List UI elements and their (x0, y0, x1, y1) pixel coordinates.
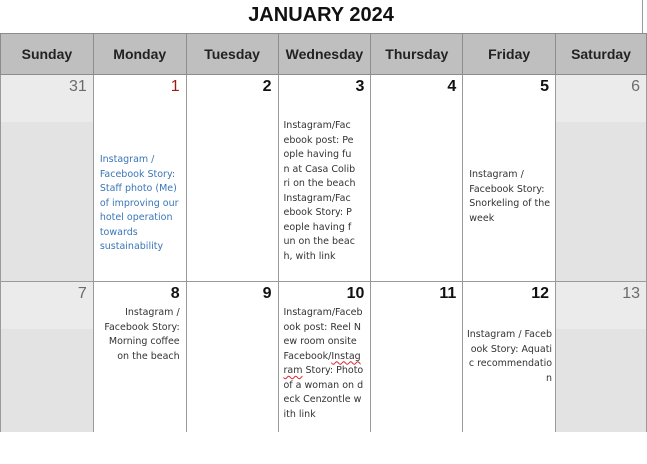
calendar-title: JANUARY 2024 (0, 0, 643, 33)
day-number: 31 (69, 78, 87, 95)
day-number: 4 (447, 78, 457, 95)
day-number: 3 (355, 78, 365, 95)
weekday-header-sunday: Sunday (1, 34, 94, 75)
day-number: 10 (346, 285, 365, 302)
day-number: 13 (622, 285, 640, 302)
day-cell[interactable] (556, 282, 647, 433)
day-cell[interactable] (371, 282, 463, 433)
event-note: Instagram / Facebook Story: Snorkeling of the week (469, 169, 551, 224)
week-row-1 (1, 75, 647, 282)
day-cell[interactable] (463, 75, 556, 282)
day-cell[interactable] (463, 282, 556, 433)
day-number: 9 (262, 285, 272, 302)
day-cell[interactable] (371, 75, 463, 282)
event-note: Instagram/Facebook post: People having fun at Casa Colibri on the beach Instagram/Facebook Story: People having fun on the beach, with link (283, 120, 356, 262)
day-cell[interactable] (93, 282, 186, 433)
day-number: 6 (631, 78, 640, 95)
weekday-header-row (1, 34, 647, 75)
weekday-header-monday: Monday (93, 34, 186, 75)
day-number: 7 (77, 285, 87, 302)
weekday-header-wednesday: Wednesday (278, 34, 371, 75)
event-note: Instagram / Facebook Story: Staff photo (Me) of improving our hotel operation towards sustainability (99, 154, 179, 252)
week-row-2 (1, 282, 647, 433)
day-cell[interactable] (1, 282, 94, 433)
event-note: Instagram / Facebook Story: Aquatic recommendation (466, 329, 553, 384)
day-cell[interactable] (278, 75, 371, 282)
weekday-header-thursday: Thursday (371, 34, 463, 75)
day-number: 12 (531, 285, 550, 302)
day-cell[interactable] (186, 282, 278, 433)
day-number: 2 (262, 78, 272, 95)
day-number: 11 (439, 285, 457, 302)
event-note: Instagram/Facebook post: Reel New room onsite Facebook/Instagram Story: Photo of a woman on deck Cenzontle with link (283, 307, 364, 420)
calendar-grid (0, 33, 647, 432)
day-number: 1 (170, 78, 180, 95)
weekday-header-friday: Friday (463, 34, 556, 75)
event-note: Instagram / Facebook Story: Morning coffee on the beach (104, 307, 180, 362)
day-number: 5 (540, 78, 550, 95)
weekday-header-tuesday: Tuesday (186, 34, 278, 75)
day-number: 8 (170, 285, 180, 302)
spelling-underline: Instagram (283, 350, 361, 376)
weekday-header-saturday: Saturday (556, 34, 647, 75)
day-cell[interactable] (186, 75, 278, 282)
day-cell[interactable] (93, 75, 186, 282)
day-cell[interactable] (278, 282, 371, 433)
day-cell[interactable] (556, 75, 647, 282)
day-cell[interactable] (1, 75, 94, 282)
